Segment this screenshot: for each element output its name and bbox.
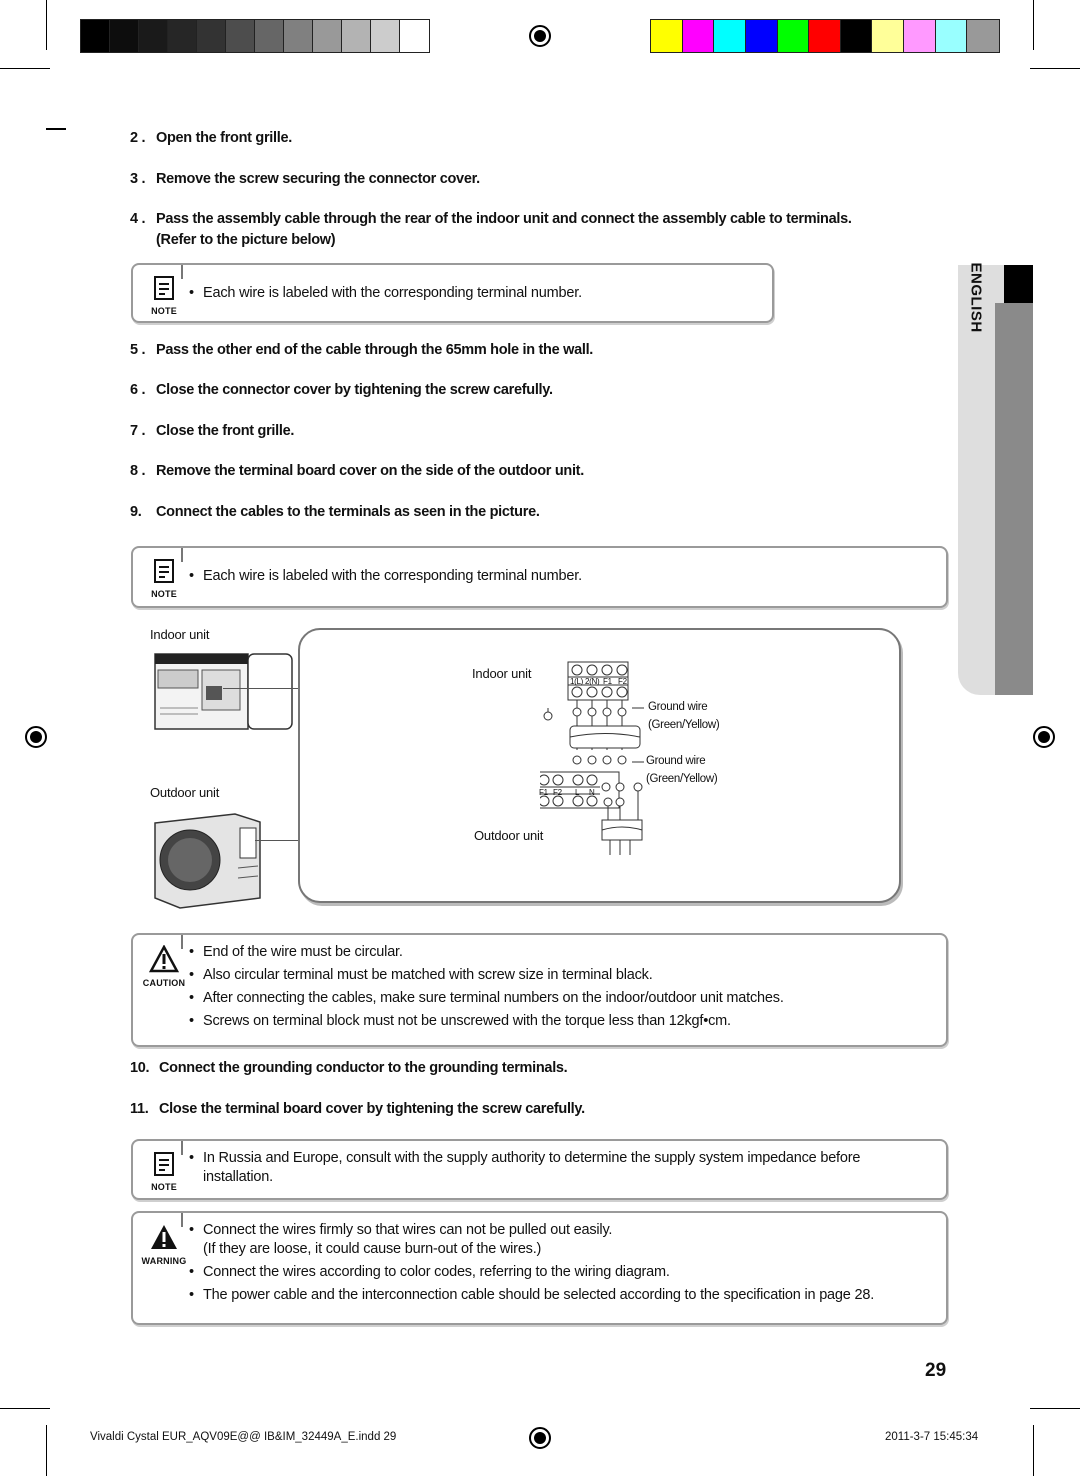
caution-item: • Screws on terminal block must not be unscrewed with the torque less than 12kgf•cm.: [189, 1013, 731, 1029]
outdoor-terminal-4: N: [589, 788, 595, 797]
note-box: NOTE • Each wire is labeled with the corresponding terminal number.: [131, 263, 774, 323]
warning-icon: WARNING: [139, 1223, 189, 1266]
outdoor-terminal-3: L: [575, 788, 580, 797]
color-swatch: [255, 20, 284, 52]
step-9: 9. Connect the cables to the terminals as seen in the picture.: [130, 504, 540, 520]
crop-mark: [1033, 1425, 1034, 1476]
note-box: NOTE • In Russia and Europe, consult with the supply authority to determine the supply system impedance before installation.: [131, 1139, 948, 1200]
color-swatch: [841, 20, 873, 52]
step-3: 3 . Remove the screw securing the connector cover.: [130, 171, 480, 187]
crop-mark: [0, 68, 50, 69]
indoor-terminal-1: 1(L): [570, 677, 584, 686]
color-swatch: [714, 20, 746, 52]
step-5: 5 . Pass the other end of the cable through the 65mm hole in the wall.: [130, 342, 594, 358]
indoor-terminal-3: F1: [603, 677, 612, 686]
warning-item: • The power cable and the interconnection cable should be selected according to the specification in page 28.: [189, 1287, 875, 1303]
indoor-unit-illustration: [150, 648, 300, 738]
warning-box: [131, 1211, 948, 1325]
color-swatch: [936, 20, 968, 52]
side-tab-language: ENGLISH: [967, 262, 985, 333]
color-swatch: [313, 20, 342, 52]
note-icon: NOTE: [139, 1151, 189, 1192]
indoor-unit-label: Indoor unit: [150, 627, 210, 642]
step-4: 4 . Pass the assembly cable through the rear of the indoor unit and connect the assembly cable to terminals. (Refer to the picture below): [130, 211, 852, 248]
step-2: 2 . Open the front grille.: [130, 130, 292, 146]
step-6: 6 . Close the connector cover by tightening the screw carefully.: [130, 382, 553, 398]
inner-indoor-label: Indoor unit: [472, 666, 532, 681]
color-swatch: [651, 20, 683, 52]
indoor-terminal-2: 2(N): [585, 677, 600, 686]
step-8: 8 . Remove the terminal board cover on the side of the outdoor unit.: [130, 463, 584, 479]
outdoor-terminal-1: F1: [539, 788, 548, 797]
outdoor-unit-illustration: [150, 808, 270, 913]
crop-mark: [46, 1425, 47, 1476]
grayscale-bar: [80, 19, 430, 53]
color-swatch: [967, 20, 999, 52]
terminal-wiring-svg: [540, 660, 740, 870]
connector-line: [255, 840, 299, 841]
footer-file-info: Vivaldi Cystal EUR_AQV09E@@ IB&IM_32449A_E.indd 29: [90, 1431, 397, 1443]
crop-mark: [1033, 0, 1034, 50]
color-swatch: [197, 20, 226, 52]
note-icon: NOTE: [139, 558, 189, 599]
step-11: 11. Close the terminal board cover by tightening the screw carefully.: [130, 1101, 585, 1117]
color-swatch: [226, 20, 255, 52]
inner-outdoor-label: Outdoor unit: [474, 828, 544, 843]
color-swatch: [746, 20, 778, 52]
warning-item-continued: (If they are loose, it could cause burn-out of the wires.): [203, 1241, 542, 1257]
crop-mark: [1030, 1408, 1080, 1409]
caution-item: • End of the wire must be circular.: [189, 944, 403, 960]
registration-mark: [529, 1427, 551, 1449]
caution-item: • Also circular terminal must be matched with screw size in terminal black.: [189, 967, 653, 983]
ground-wire-label: Ground wire: [646, 755, 706, 767]
caution-icon: CAUTION: [139, 945, 189, 988]
warning-item: • Connect the wires according to color codes, referring to the wiring diagram.: [189, 1264, 670, 1280]
color-swatch: [110, 20, 139, 52]
color-swatch: [284, 20, 313, 52]
page-number: 29: [925, 1360, 947, 1381]
section-dash: [46, 128, 66, 130]
warning-item: • Connect the wires firmly so that wires can not be pulled out easily.: [189, 1222, 613, 1238]
crop-mark: [46, 0, 47, 50]
registration-mark: [529, 25, 551, 47]
color-swatch: [872, 20, 904, 52]
outdoor-unit-label: Outdoor unit: [150, 785, 220, 800]
color-swatch: [904, 20, 936, 52]
crop-mark: [0, 1408, 50, 1409]
crop-mark: [1030, 68, 1080, 69]
step-7: 7 . Close the front grille.: [130, 423, 295, 439]
outdoor-terminal-2: F2: [553, 788, 562, 797]
footer-timestamp: 2011-3-7 15:45:34: [885, 1431, 979, 1443]
side-tab-dark-stripe: [995, 303, 1033, 695]
registration-mark: [1033, 726, 1055, 748]
connector-line: [223, 688, 299, 689]
indoor-terminal-4: F2: [618, 677, 627, 686]
color-swatch: [778, 20, 810, 52]
caution-item: • After connecting the cables, make sure terminal numbers on the indoor/outdoor unit matches.: [189, 990, 784, 1006]
color-swatch: [371, 20, 400, 52]
ground-wire-color: (Green/Yellow): [646, 773, 718, 785]
ground-wire-label: Ground wire: [648, 701, 708, 713]
color-swatch: [809, 20, 841, 52]
wiring-diagram: [298, 628, 901, 903]
color-bar: [650, 19, 1000, 53]
color-swatch: [168, 20, 197, 52]
color-swatch: [81, 20, 110, 52]
color-swatch: [139, 20, 168, 52]
step-10: 10. Connect the grounding conductor to the grounding terminals.: [130, 1060, 568, 1076]
note-icon: NOTE: [139, 275, 189, 316]
caution-box: [131, 933, 948, 1047]
registration-mark: [25, 726, 47, 748]
color-swatch: [400, 20, 429, 52]
color-swatch: [342, 20, 371, 52]
color-swatch: [683, 20, 715, 52]
ground-wire-color: (Green/Yellow): [648, 719, 720, 731]
side-tab-black-block: [1004, 265, 1033, 303]
note-box: NOTE • Each wire is labeled with the corresponding terminal number.: [131, 546, 948, 608]
